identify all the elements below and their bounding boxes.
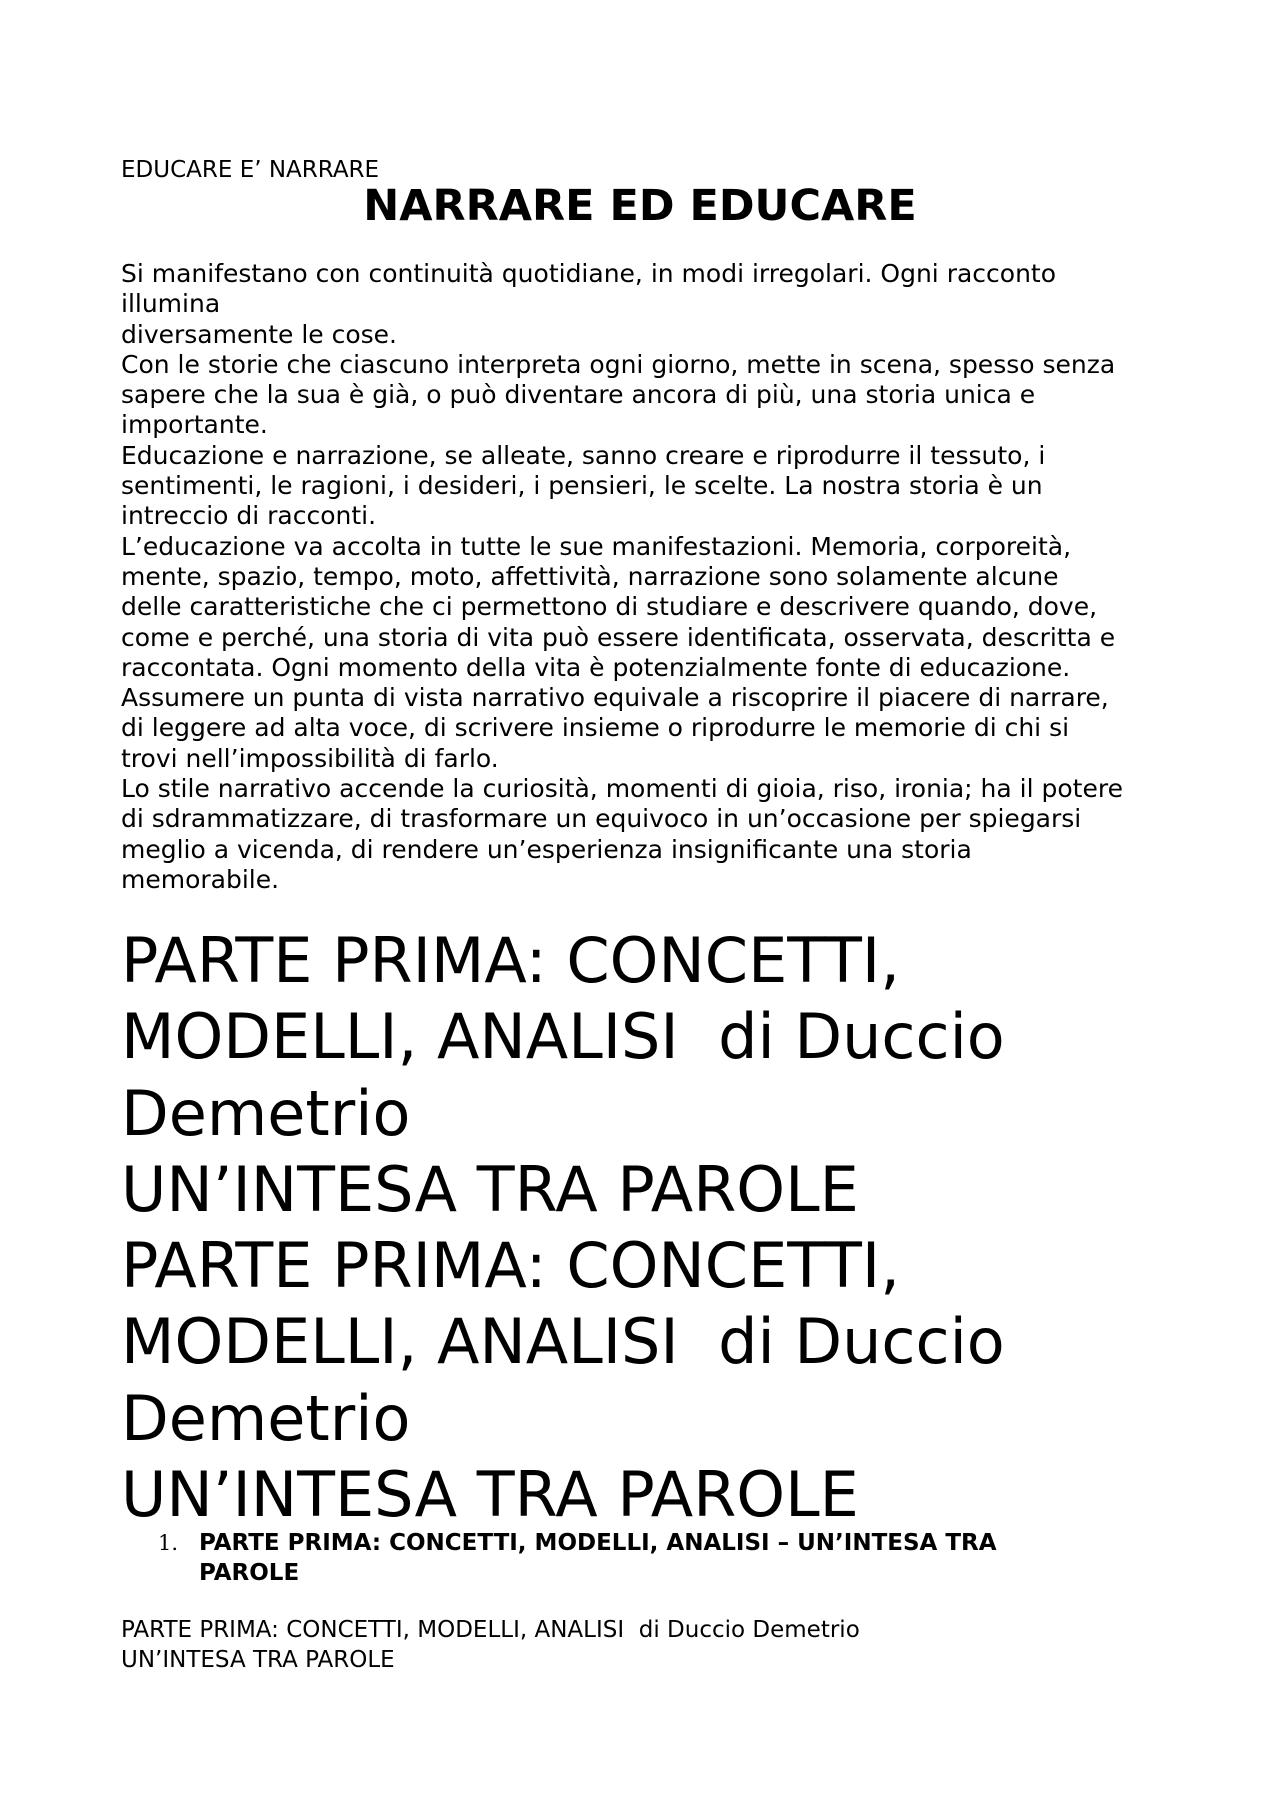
list-number: 1. <box>158 1531 179 1555</box>
section-heading-line: UN’INTESA TRA PAROLE <box>121 1152 859 1226</box>
section-heading-line: PARTE PRIMA: CONCETTI, <box>121 924 900 997</box>
footer-text-block <box>121 1615 1181 1675</box>
body-line: illumina <box>121 289 221 319</box>
body-line: meglio a vicenda, di rendere un’esperienza insignificante una storia <box>121 834 972 864</box>
body-line: trovi nell’impossibilità di farlo. <box>121 743 499 773</box>
body-line: come e perché, una storia di vita può essere identificata, osservata, descritta e <box>121 622 1116 652</box>
section-heading-line: MODELLI, ANALISI di Duccio <box>121 1000 1005 1074</box>
section-heading-line: PARTE PRIMA: CONCETTI, <box>121 1229 900 1303</box>
body-line: diversamente le cose. <box>121 319 397 349</box>
body-line: memorabile. <box>121 864 280 894</box>
body-line: raccontata. Ogni momento della vita è potenzialmente fonte di educazione. <box>121 652 1071 682</box>
body-line: sapere che la sua è già, o può diventare ancora di più, una storia unica e <box>121 380 1036 410</box>
body-paragraphs <box>121 259 1181 895</box>
body-line: Si manifestano con continuità quotidiane, in modi irregolari. Ogni racconto <box>121 259 1057 288</box>
body-line: di leggere ad alta voce, di scrivere insieme o riprodurre le memorie di chi si <box>121 713 1070 743</box>
section-heading-line: UN’INTESA TRA PAROLE <box>121 1458 859 1532</box>
body-line: importante. <box>121 410 268 440</box>
body-line: delle caratteristiche che ci permettono di studiare e descrivere quando, dove, <box>121 592 1098 622</box>
document-header-line: EDUCARE E’ NARRARE <box>121 157 380 183</box>
body-line: di sdrammatizzare, di trasformare un equivoco in un’occasione per spiegarsi <box>121 804 1082 834</box>
section-heading-line: MODELLI, ANALISI di Duccio <box>121 1305 1005 1379</box>
body-line: Assumere un punta di vista narrativo equivale a riscoprire il piacere di narrare, <box>121 683 1109 713</box>
section-heading-block <box>121 923 1201 1533</box>
body-line: Lo stile narrativo accende la curiosità, momenti di gioia, riso, ironia; ha il potere <box>121 774 1123 804</box>
body-line: intreccio di racconti. <box>121 501 377 531</box>
body-line: Educazione e narrazione, se alleate, sanno creare e riprodurre il tessuto, i <box>121 440 1046 470</box>
list-item-line: PARTE PRIMA: CONCETTI, MODELLI, ANALISI – UN’INTESA TRA <box>199 1530 997 1556</box>
footer-line: UN’INTESA TRA PAROLE <box>121 1647 395 1673</box>
body-line: L’educazione va accolta in tutte le sue manifestazioni. Memoria, corporeità, <box>121 531 1072 561</box>
list-item-line: PAROLE <box>199 1560 300 1586</box>
body-line: mente, spazio, tempo, moto, affettività, narrazione sono solamente alcune <box>121 561 1059 591</box>
document-title: NARRARE ED EDUCARE <box>363 181 917 231</box>
body-line: sentimenti, le ragioni, i desideri, i pensieri, le scelte. La nostra storia è un <box>121 471 1043 501</box>
section-heading-line: Demetrio <box>121 1076 411 1150</box>
footer-line: PARTE PRIMA: CONCETTI, MODELLI, ANALISI di Duccio Demetrio <box>121 1617 860 1643</box>
list-item-text <box>199 1528 1179 1588</box>
section-heading-line: Demetrio <box>121 1381 411 1455</box>
body-line: Con le storie che ciascuno interpreta ogni giorno, mette in scena, spesso senza <box>121 349 1116 379</box>
